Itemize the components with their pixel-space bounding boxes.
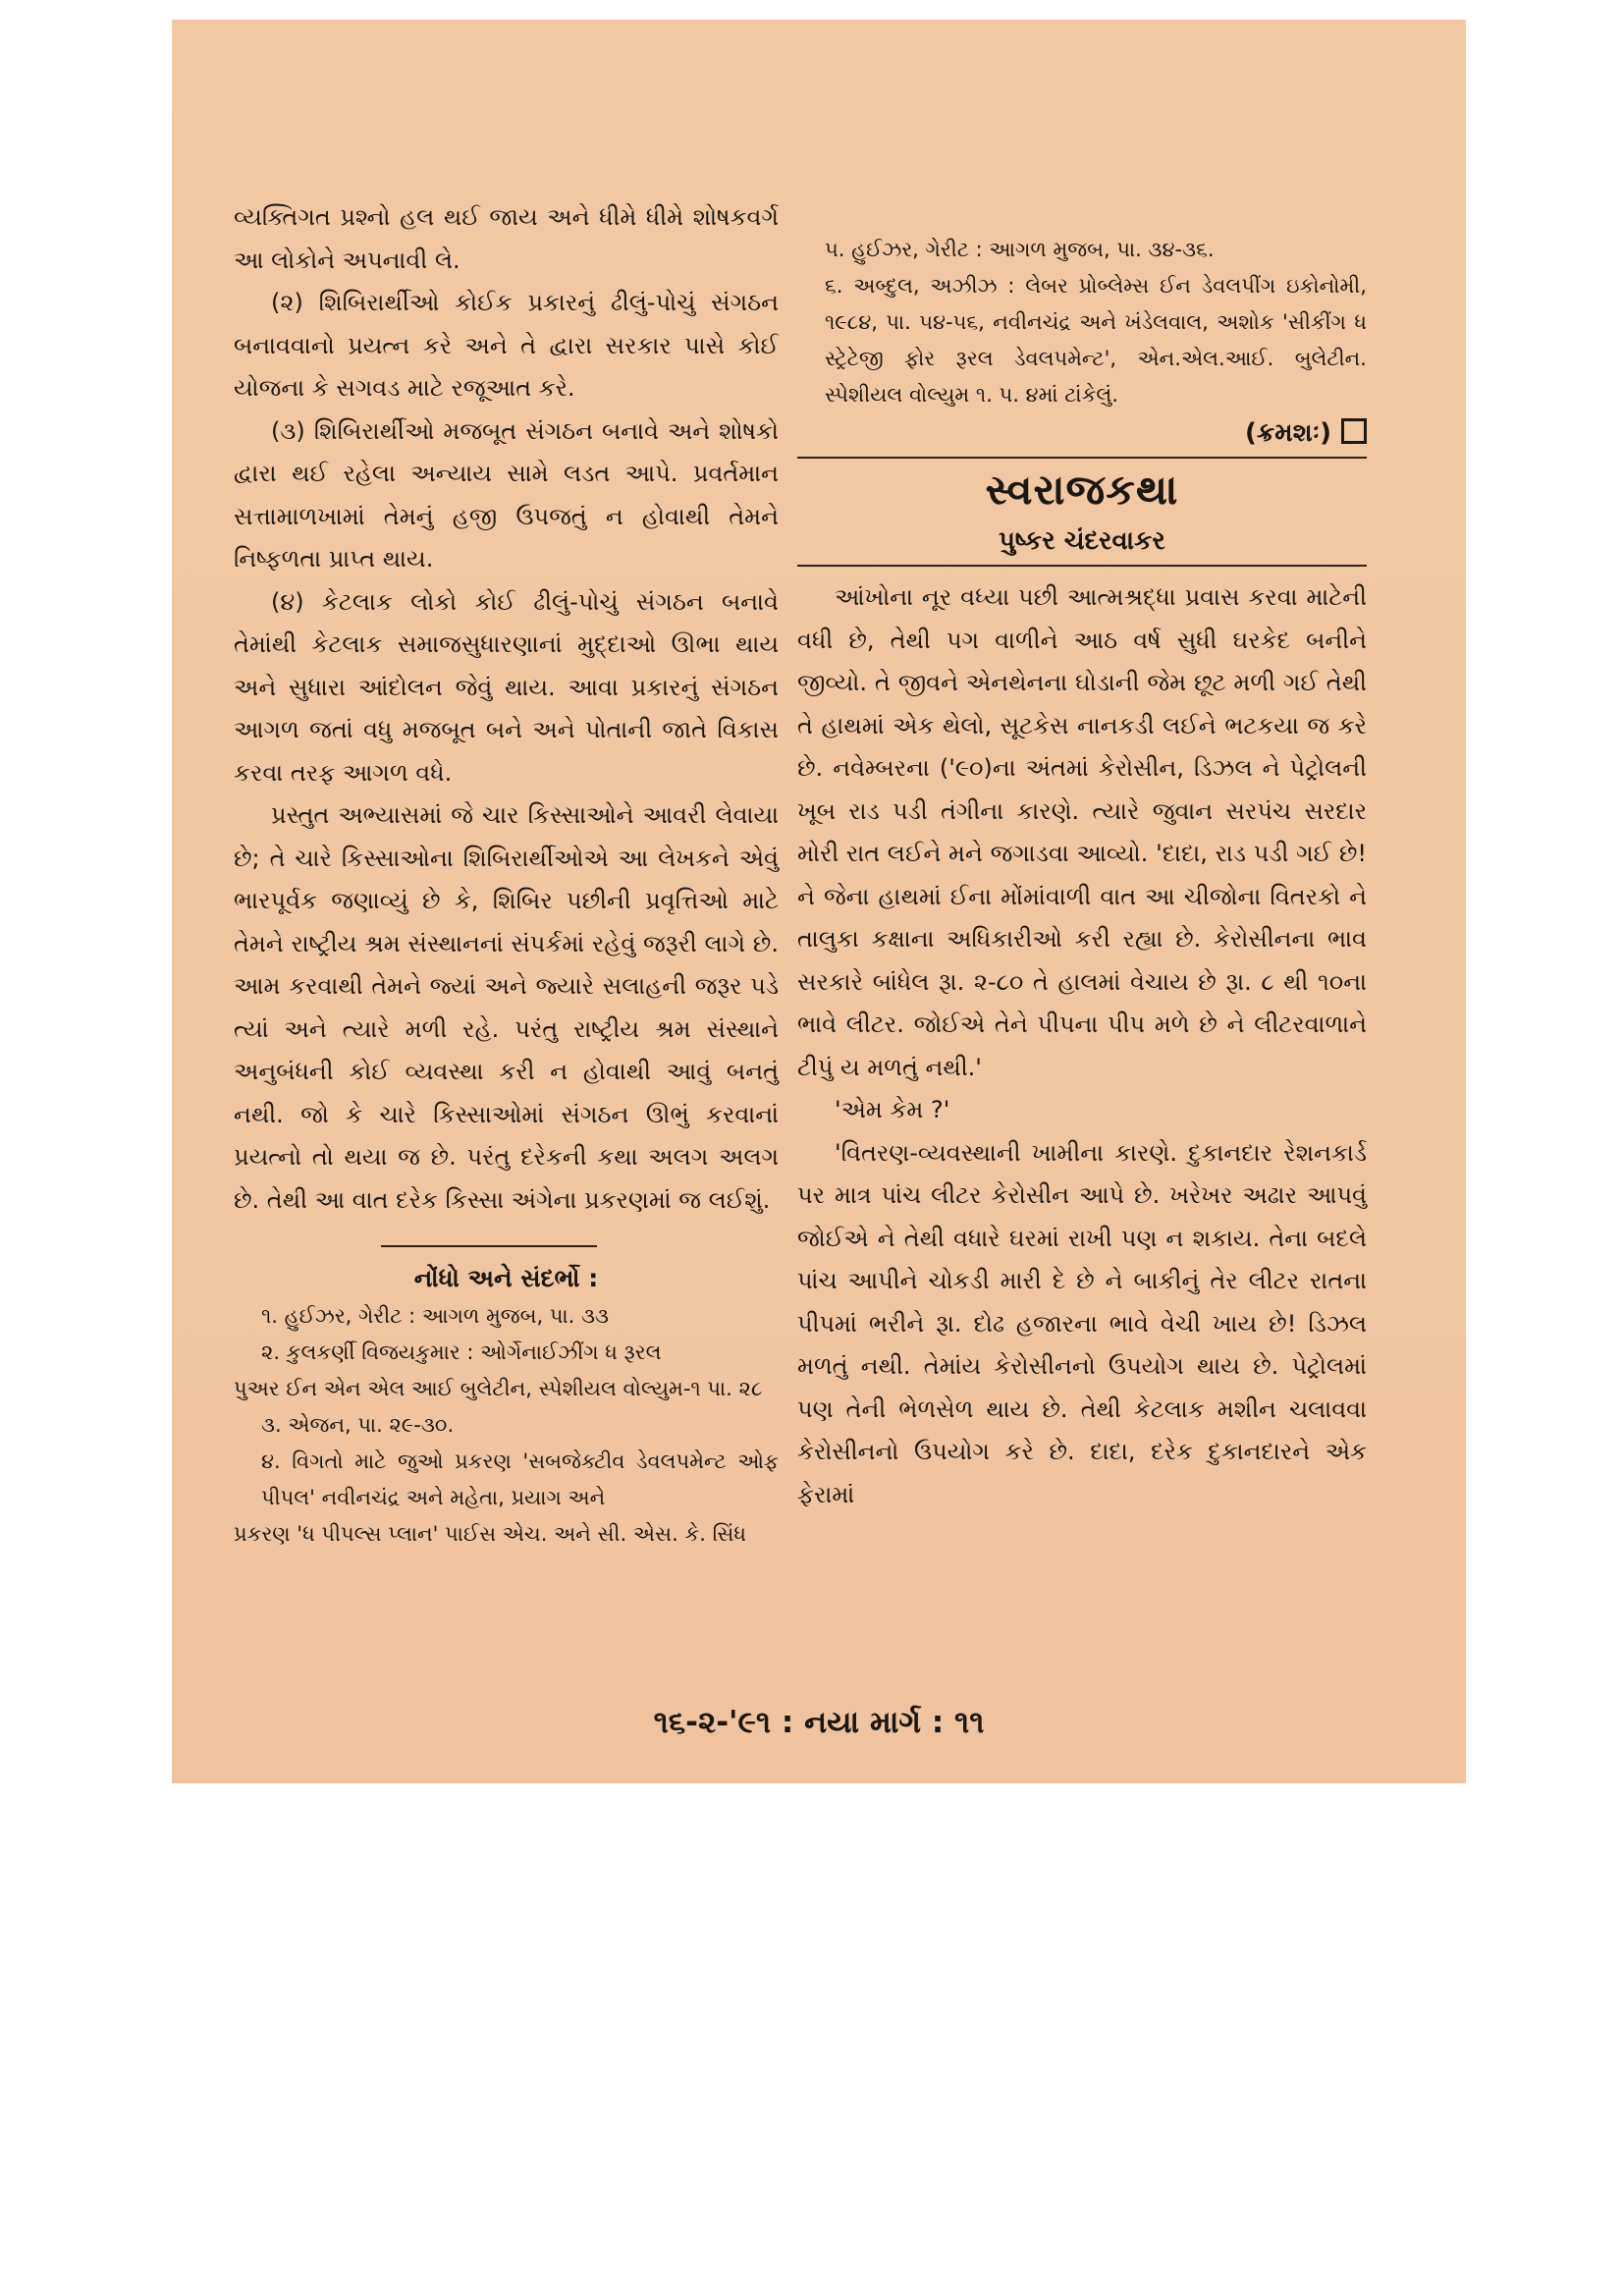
article-paragraph: (૩) શિબિરાર્થીઓ મજબૂત સંગઠન બનાવે અને શોષકો દ્વારા થઈ રહેલા અન્યાય સામે લડત આપે. પ્રવર્તમાન સત્તામાળખામાં તેમનું હજી ઉપજતું ન હોવાથી તેમને નિષ્ફળતા પ્રાપ્ત થાય. xyxy=(234,416,779,573)
article-paragraph: (૪) કેટલાક લોકો કોઈ ઢીલું-પોચું સંગઠન બનાવે તેમાંથી કેટલાક સમાજસુધારણાનાં મુદ્દાઓ ઊભા થાય અને સુધારા આંદોલન જેવું થાય. આવા પ્રકારનું સંગઠન આગળ જતાં વધુ મજબૂત બને અને પોતાની જાતે વિકાસ કરવા તરફ આગળ વધે. xyxy=(234,587,779,787)
article-paragraph: (૨) શિબિરાર્થીઓ કોઈક પ્રકારનું ઢીલું-પોચું સંગઠન બનાવવાનો પ્રયત્ન કરે અને તે દ્વારા સરકાર પાસે કોઈ યોજના કે સગવડ માટે રજૂઆત કરે. xyxy=(234,289,779,402)
right-column xyxy=(797,232,1367,1516)
continued-text: (ક્રમશઃ) xyxy=(1245,418,1331,448)
continued-marker xyxy=(797,413,1367,453)
article-paragraph: વ્યક્તિગત પ્રશ્નો હલ થઈ જાય અને ધીમે ધીમે શોષકવર્ગ આ લોકોને અપનાવી લે. xyxy=(234,203,779,274)
end-box-icon xyxy=(1341,418,1367,444)
reference-item: ૫. હુઈઝર, ગેરીટ : આગળ મુજબ, પા. ૩૪-૩૬. xyxy=(825,238,1215,261)
left-column xyxy=(234,196,779,1553)
article-paragraph: પ્રસ્તુત અભ્યાસમાં જે ચાર કિસ્સાઓને આવરી લેવાયા છે; તે ચારે કિસ્સાઓના શિબિરાર્થીઓએ આ લેખકને એવું ભારપૂર્વક જણાવ્યું છે કે, શિબિર પછીની પ્રવૃત્તિઓ માટે તેમને રાષ્ટ્રીય શ્રમ સંસ્થાનનાં સંપર્કમાં રહેવું જરૂરી લાગે છે. આમ કરવાથી તેમને જ્યાં અને જ્યારે સલાહની જરૂર પડે ત્યાં અને ત્યારે મળી રહે. પરંતુ રાષ્ટ્રીય શ્રમ સંસ્થાને અનુબંધની કોઈ વ્યવસ્થા કરી ન હોવાથી આવું બનતું નથી. જો કે ચારે કિસ્સાઓમાં સંગઠન ઊભું કરવાનાં પ્રયત્નો તો થયા જ છે. પરંતુ દરેકની કથા અલગ અલગ છે. તેથી આ વાત દરેક કિસ્સા અંગેના પ્રકરણમાં જ લઈશું. xyxy=(234,801,779,1214)
notes-divider xyxy=(381,1245,597,1247)
note-item: ૨. કુલકર્ણી વિજયકુમાર : ઓર્ગેનાઈઝીંગ ધ રૂરલ xyxy=(261,1340,662,1364)
notes-heading: નોંધો અને સંદર્ભો : xyxy=(413,1264,599,1292)
section-title: સ્વરાજકથા xyxy=(985,465,1179,514)
note-item: ૩. એજન, પા. ૨૯-૩૦. xyxy=(261,1413,455,1437)
note-item: ૧. હુઈઝર, ગેરીટ : આગળ મુજબ, પા. ૩૩ xyxy=(261,1304,609,1328)
note-item: પ્રકરણ 'ધ પીપલ્સ પ્લાન' પાઈસ એચ. અને સી. એસ. કે. સિંધ xyxy=(234,1522,746,1546)
page-footer: ૧૬-૨-'૯૧ : નયા માર્ગ : ૧૧ xyxy=(653,1705,985,1740)
reference-item: ૬. અબ્દુલ, અઝીઝ : લેબર પ્રોબ્લેમ્સ ઈન ડેવલપીંગ ઇકોનોમી, ૧૯૮૪, પા. ૫૪-૫૬, નવીનચંદ્ર અને ખંડેલવાલ, અશોક 'સીકીંગ ધ સ્ટ્રેટેજી ફોર રૂરલ ડેવલપમેન્ટ', એન.એલ.આઈ. બુલેટીન. સ્પેશીયલ વોલ્યુમ ૧. પ. ૪માં ટાંકેલું. xyxy=(825,274,1367,407)
article-paragraph: 'વિતરણ-વ્યવસ્થાની ખામીના કારણે. દુકાનદાર રેશનકાર્ડ પર માત્ર પાંચ લીટર કેરોસીન આપે છે. ખરેખર અઢાર આપવું જોઈએ ને તેથી વધારે ઘરમાં રાખી પણ ન શકાય. તેના બદલે પાંચ આપીને ચોકડી મારી દે છે ને બાકીનું તેર લીટર રાતના પીપમાં ભરીને રૂા. દોઢ હજારના ભાવે વેચી ખાય છે! ડિઝલ મળતું નથી. તેમાંય કેરોસીનનો ઉપયોગ થાય છે. પેટ્રોલમાં પણ તેની ભેળસેળ થાય છે. તેથી કેટલાક મશીન ચલાવવા કેરોસીનનો ઉપયોગ કરે છે. દાદા, દરેક દુકાનદારને એક ફેરામાં xyxy=(797,1138,1367,1508)
magazine-page xyxy=(172,20,1466,1783)
note-item: ૪. વિગતો માટે જુઓ પ્રકરણ 'સબજેક્ટીવ ડેવલપમેન્ટ ઓફ પીપલ' નવીનચંદ્ર અને મહેતા, પ્રયાગ અને xyxy=(261,1449,779,1509)
article-paragraph: આંખોના નૂર વધ્યા પછી આત્મશ્રદ્ધા પ્રવાસ કરવા માટેની વધી છે, તેથી પગ વાળીને આઠ વર્ષ સુધી ઘરકેદ બનીને જીવ્યો. તે જીવને એનથેનના ઘોડાની જેમ છૂટ મળી ગઈ તેથી તે હાથમાં એક થેલો, સૂટકેસ નાનકડી લઈને ભટકયા જ કરે છે. નવેમ્બરના ('૯૦)ના અંતમાં કેરોસીન, ડિઝલ ને પેટ્રોલની ખૂબ રાડ પડી તંગીના કારણે. ત્યારે જુવાન સરપંચ સરદાર મોરી રાત લઈને મને જગાડવા આવ્યો. 'દાદા, રાડ પડી ગઈ છે! ને જેના હાથમાં ઈના મોંમાંવાળી વાત આ ચીજોના વિતરકો ને તાલુકા કક્ષાના અધિકારીઓ કરી રહ્યા છે. કેરોસીનના ભાવ સરકારે બાંધેલ રૂા. ૨-૮૦ તે હાલમાં વેચાય છે રૂા. ૮ થી ૧૦ના ભાવે લીટર. જોઈએ તેને પીપના પીપ મળે છે ને લીટરવાળાને ટીપું ય મળતું નથી.' xyxy=(797,583,1367,1081)
section-author: પુષ્કર ચંદરવાકર xyxy=(999,526,1165,556)
section-divider-bottom xyxy=(797,565,1367,567)
note-item: પુઅર ઈન એન એલ આઈ બુલેટીન, સ્પેશીયલ વોલ્યુમ-૧ પા. ૨૮ xyxy=(234,1377,763,1400)
article-paragraph: 'એમ કેમ ?' xyxy=(835,1096,950,1123)
